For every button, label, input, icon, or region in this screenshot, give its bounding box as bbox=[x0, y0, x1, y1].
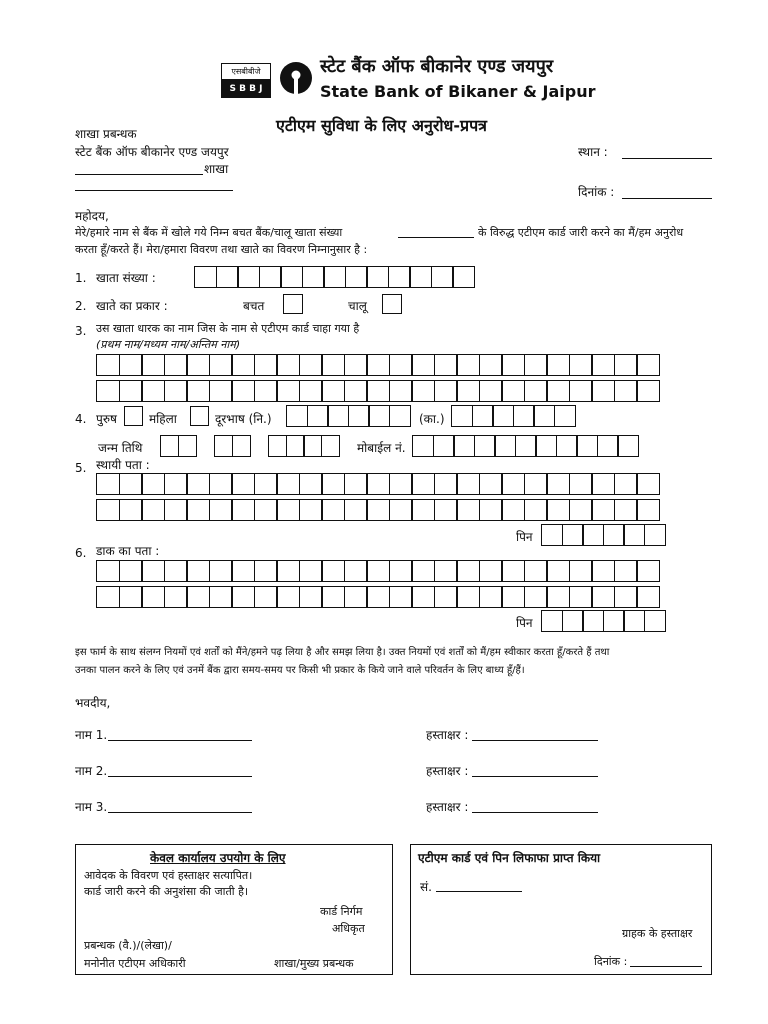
field3-label: उस खाता धारक का नाम जिस के नाम से एटीएम कार्ड चाहा गया है bbox=[96, 322, 360, 335]
field2-label: खाते का प्रकार : bbox=[96, 299, 168, 313]
char-box[interactable] bbox=[479, 499, 503, 521]
char-box[interactable] bbox=[321, 435, 340, 457]
char-box[interactable] bbox=[389, 560, 413, 582]
char-box[interactable] bbox=[231, 586, 255, 608]
office-use-line1: आवेदक के विवरण एवं हस्ताक्षर सत्यापित। bbox=[84, 869, 253, 882]
char-box[interactable] bbox=[524, 380, 548, 402]
char-box[interactable] bbox=[513, 405, 535, 427]
char-box[interactable] bbox=[164, 586, 188, 608]
char-box[interactable] bbox=[209, 586, 233, 608]
char-box[interactable] bbox=[546, 560, 570, 582]
char-box[interactable] bbox=[597, 435, 619, 457]
char-box[interactable] bbox=[366, 499, 390, 521]
char-box[interactable] bbox=[554, 405, 576, 427]
char-box[interactable] bbox=[254, 380, 278, 402]
office-use-line2: कार्ड जारी करने की अनुशंसा की जाती है। bbox=[84, 885, 249, 898]
field1-number: 1. bbox=[75, 271, 87, 285]
phone-residence-boxes[interactable] bbox=[286, 405, 411, 427]
char-box[interactable] bbox=[96, 473, 120, 495]
char-box[interactable] bbox=[603, 524, 625, 546]
char-box[interactable] bbox=[231, 473, 255, 495]
char-box[interactable] bbox=[299, 560, 323, 582]
char-box[interactable] bbox=[164, 473, 188, 495]
branch-name-line bbox=[75, 174, 203, 175]
name2-label: नाम 2. bbox=[75, 764, 108, 778]
char-box[interactable] bbox=[614, 354, 638, 376]
char-box[interactable] bbox=[141, 473, 165, 495]
dob-year-boxes[interactable] bbox=[268, 435, 340, 457]
char-box[interactable] bbox=[119, 560, 143, 582]
char-box[interactable] bbox=[569, 499, 593, 521]
char-box[interactable] bbox=[409, 266, 432, 288]
logo-badge-english: S B B J bbox=[222, 80, 270, 98]
char-box[interactable] bbox=[411, 586, 435, 608]
char-box[interactable] bbox=[388, 266, 411, 288]
char-box[interactable] bbox=[389, 586, 413, 608]
salutation: महोदय, bbox=[75, 209, 109, 223]
char-box[interactable] bbox=[344, 380, 368, 402]
char-box[interactable] bbox=[119, 354, 143, 376]
char-box[interactable] bbox=[237, 266, 260, 288]
char-box[interactable] bbox=[186, 380, 210, 402]
date-label: दिनांक : bbox=[578, 185, 615, 199]
char-box[interactable] bbox=[327, 405, 349, 427]
char-box[interactable] bbox=[231, 560, 255, 582]
office-phone-label: (का.) bbox=[419, 412, 445, 426]
phone-office-boxes[interactable] bbox=[451, 405, 576, 427]
char-box[interactable] bbox=[614, 473, 638, 495]
char-box[interactable] bbox=[501, 473, 525, 495]
char-box[interactable] bbox=[216, 266, 239, 288]
closing: भवदीय, bbox=[75, 696, 111, 710]
char-box[interactable] bbox=[389, 499, 413, 521]
char-box[interactable] bbox=[644, 610, 666, 632]
phone-label: दूरभाष (नि.) bbox=[215, 412, 272, 426]
sign2-label: हस्ताक्षर : bbox=[426, 764, 469, 778]
char-box[interactable] bbox=[474, 435, 496, 457]
char-box[interactable] bbox=[603, 610, 625, 632]
char-box[interactable] bbox=[119, 380, 143, 402]
name3-field[interactable] bbox=[108, 812, 252, 813]
place-label: स्थान : bbox=[578, 145, 608, 159]
char-box[interactable] bbox=[456, 499, 480, 521]
name-boxes-row2[interactable] bbox=[96, 380, 660, 402]
char-box[interactable] bbox=[96, 380, 120, 402]
char-box[interactable] bbox=[344, 473, 368, 495]
char-box[interactable] bbox=[456, 380, 480, 402]
char-box[interactable] bbox=[119, 499, 143, 521]
field3-number: 3. bbox=[75, 324, 87, 338]
logo-badge bbox=[221, 63, 271, 98]
address-extra-line bbox=[75, 190, 233, 191]
char-box[interactable] bbox=[614, 499, 638, 521]
savings-label: बचत bbox=[243, 299, 265, 313]
char-box[interactable] bbox=[546, 380, 570, 402]
logo-badge-hindi: एसबीबीजे bbox=[222, 64, 270, 80]
char-box[interactable] bbox=[636, 560, 660, 582]
name1-field[interactable] bbox=[108, 740, 252, 741]
char-box[interactable] bbox=[411, 499, 435, 521]
male-checkbox[interactable] bbox=[124, 406, 143, 426]
intro-line2: करता हूँ/करते हैं। मेरा/हमारा विवरण तथा खाते का विवरण निम्नानुसार है : bbox=[75, 243, 368, 256]
postal-pin-boxes[interactable] bbox=[541, 610, 666, 632]
office-use-title: केवल कार्यालय उपयोग के लिए bbox=[150, 851, 286, 865]
char-box[interactable] bbox=[614, 380, 638, 402]
current-checkbox[interactable] bbox=[382, 294, 402, 314]
char-box[interactable] bbox=[515, 435, 537, 457]
char-box[interactable] bbox=[280, 266, 303, 288]
char-box[interactable] bbox=[141, 380, 165, 402]
char-box[interactable] bbox=[366, 380, 390, 402]
char-box[interactable] bbox=[591, 586, 615, 608]
char-box[interactable] bbox=[321, 473, 345, 495]
char-box[interactable] bbox=[119, 473, 143, 495]
receipt-no-field[interactable] bbox=[436, 891, 522, 892]
char-box[interactable] bbox=[323, 266, 346, 288]
sign2-field[interactable] bbox=[472, 776, 598, 777]
receipt-no-label: सं. bbox=[420, 880, 432, 894]
char-box[interactable] bbox=[434, 586, 458, 608]
char-box[interactable] bbox=[546, 499, 570, 521]
field3-sub: (प्रथम नाम/मध्यम नाम/अन्तिम नाम) bbox=[96, 338, 241, 351]
char-box[interactable] bbox=[411, 560, 435, 582]
char-box[interactable] bbox=[614, 586, 638, 608]
char-box[interactable] bbox=[524, 473, 548, 495]
char-box[interactable] bbox=[344, 586, 368, 608]
char-box[interactable] bbox=[494, 435, 516, 457]
char-box[interactable] bbox=[368, 405, 390, 427]
char-box[interactable] bbox=[209, 354, 233, 376]
char-box[interactable] bbox=[524, 354, 548, 376]
char-box[interactable] bbox=[160, 435, 179, 457]
char-box[interactable] bbox=[501, 354, 525, 376]
char-box[interactable] bbox=[186, 354, 210, 376]
char-box[interactable] bbox=[366, 586, 390, 608]
char-box[interactable] bbox=[614, 560, 638, 582]
name-boxes-row1[interactable] bbox=[96, 354, 660, 376]
char-box[interactable] bbox=[479, 560, 503, 582]
char-box[interactable] bbox=[307, 405, 329, 427]
char-box[interactable] bbox=[254, 560, 278, 582]
char-box[interactable] bbox=[164, 354, 188, 376]
char-box[interactable] bbox=[231, 354, 255, 376]
char-box[interactable] bbox=[366, 266, 389, 288]
field5-number: 5. bbox=[75, 461, 87, 475]
char-box[interactable] bbox=[591, 354, 615, 376]
char-box[interactable] bbox=[411, 473, 435, 495]
char-box[interactable] bbox=[321, 380, 345, 402]
char-box[interactable] bbox=[254, 499, 278, 521]
char-box[interactable] bbox=[96, 586, 120, 608]
char-box[interactable] bbox=[524, 560, 548, 582]
char-box[interactable] bbox=[303, 435, 322, 457]
permanent-pin-label: पिन bbox=[516, 530, 533, 544]
char-box[interactable] bbox=[209, 560, 233, 582]
char-box[interactable] bbox=[344, 499, 368, 521]
char-box[interactable] bbox=[433, 435, 455, 457]
field5-label: स्थायी पता : bbox=[96, 458, 150, 472]
char-box[interactable] bbox=[254, 473, 278, 495]
receipt-date-field[interactable] bbox=[630, 966, 702, 967]
char-box[interactable] bbox=[636, 473, 660, 495]
char-box[interactable] bbox=[178, 435, 197, 457]
authorized-label: अधिकृत bbox=[332, 922, 365, 935]
char-box[interactable] bbox=[411, 380, 435, 402]
char-box[interactable] bbox=[344, 354, 368, 376]
char-box[interactable] bbox=[321, 560, 345, 582]
female-label: महिला bbox=[149, 412, 177, 426]
char-box[interactable] bbox=[501, 380, 525, 402]
char-box[interactable] bbox=[535, 435, 557, 457]
char-box[interactable] bbox=[302, 266, 325, 288]
receipt-title: एटीएम कार्ड एवं पिन लिफाफा प्राप्त किया bbox=[418, 851, 601, 865]
char-box[interactable] bbox=[366, 354, 390, 376]
char-box[interactable] bbox=[492, 405, 514, 427]
char-box[interactable] bbox=[276, 380, 300, 402]
sign1-label: हस्ताक्षर : bbox=[426, 728, 469, 742]
char-box[interactable] bbox=[546, 354, 570, 376]
char-box[interactable] bbox=[299, 473, 323, 495]
char-box[interactable] bbox=[546, 586, 570, 608]
char-box[interactable] bbox=[209, 473, 233, 495]
field4-number: 4. bbox=[75, 412, 87, 426]
char-box[interactable] bbox=[541, 610, 563, 632]
char-box[interactable] bbox=[591, 380, 615, 402]
char-box[interactable] bbox=[276, 499, 300, 521]
nominated-officer-label: मनोनीत एटीएम अधिकारी bbox=[84, 957, 186, 970]
postal-address-row2[interactable] bbox=[96, 586, 660, 608]
dob-label: जन्म तिथि bbox=[98, 441, 143, 455]
char-box[interactable] bbox=[479, 586, 503, 608]
char-box[interactable] bbox=[268, 435, 287, 457]
char-box[interactable] bbox=[479, 354, 503, 376]
char-box[interactable] bbox=[569, 560, 593, 582]
name3-label: नाम 3. bbox=[75, 800, 108, 814]
char-box[interactable] bbox=[524, 586, 548, 608]
char-box[interactable] bbox=[96, 354, 120, 376]
permanent-pin-boxes[interactable] bbox=[541, 524, 666, 546]
male-label: पुरुष bbox=[96, 412, 117, 426]
branch-manager-label: शाखा/मुख्य प्रबन्धक bbox=[274, 957, 354, 970]
permanent-address-row1[interactable] bbox=[96, 473, 660, 495]
char-box[interactable] bbox=[276, 354, 300, 376]
address-line1: शाखा प्रबन्धक bbox=[75, 127, 137, 141]
mobile-label: मोबाईल नं. bbox=[357, 441, 406, 455]
field1-label: खाता संख्या : bbox=[96, 271, 156, 285]
char-box[interactable] bbox=[562, 610, 584, 632]
char-box[interactable] bbox=[576, 435, 598, 457]
char-box[interactable] bbox=[541, 524, 563, 546]
char-box[interactable] bbox=[286, 435, 305, 457]
name2-field[interactable] bbox=[108, 776, 252, 777]
char-box[interactable] bbox=[344, 560, 368, 582]
char-box[interactable] bbox=[431, 266, 454, 288]
account-number-boxes[interactable] bbox=[194, 266, 475, 288]
current-label: चालू bbox=[348, 299, 367, 313]
customer-sign-label: ग्राहक के हस्ताक्षर bbox=[622, 927, 693, 940]
char-box[interactable] bbox=[451, 405, 473, 427]
bank-name-english: State Bank of Bikaner & Jaipur bbox=[320, 82, 596, 101]
char-box[interactable] bbox=[434, 380, 458, 402]
dob-month-boxes[interactable] bbox=[214, 435, 251, 457]
char-box[interactable] bbox=[434, 560, 458, 582]
char-box[interactable] bbox=[321, 586, 345, 608]
char-box[interactable] bbox=[434, 354, 458, 376]
char-box[interactable] bbox=[259, 266, 282, 288]
char-box[interactable] bbox=[119, 586, 143, 608]
char-box[interactable] bbox=[209, 499, 233, 521]
intro-part1: मेरे/हमारे नाम से बैंक में खोले गये निम्न बचत बैंक/चालू खाता संख्या bbox=[75, 226, 343, 239]
char-box[interactable] bbox=[209, 380, 233, 402]
char-box[interactable] bbox=[366, 473, 390, 495]
char-box[interactable] bbox=[569, 586, 593, 608]
char-box[interactable] bbox=[276, 473, 300, 495]
char-box[interactable] bbox=[546, 473, 570, 495]
address-line3: शाखा bbox=[204, 162, 229, 176]
char-box[interactable] bbox=[412, 435, 434, 457]
address-line2: स्टेट बैंक ऑफ बीकानेर एण्ड जयपुर bbox=[75, 145, 229, 159]
form-title: एटीएम सुविधा के लिए अनुरोध-प्रपत्र bbox=[276, 116, 488, 135]
char-box[interactable] bbox=[501, 560, 525, 582]
char-box[interactable] bbox=[348, 405, 370, 427]
char-box[interactable] bbox=[164, 560, 188, 582]
char-box[interactable] bbox=[186, 560, 210, 582]
char-box[interactable] bbox=[636, 586, 660, 608]
char-box[interactable] bbox=[472, 405, 494, 427]
char-box[interactable] bbox=[623, 524, 645, 546]
char-box[interactable] bbox=[562, 524, 584, 546]
char-box[interactable] bbox=[456, 560, 480, 582]
char-box[interactable] bbox=[231, 380, 255, 402]
char-box[interactable] bbox=[569, 354, 593, 376]
date-field[interactable] bbox=[622, 198, 712, 199]
char-box[interactable] bbox=[276, 586, 300, 608]
char-box[interactable] bbox=[96, 499, 120, 521]
char-box[interactable] bbox=[452, 266, 475, 288]
char-box[interactable] bbox=[321, 499, 345, 521]
char-box[interactable] bbox=[194, 266, 217, 288]
char-box[interactable] bbox=[96, 560, 120, 582]
char-box[interactable] bbox=[299, 354, 323, 376]
char-box[interactable] bbox=[591, 560, 615, 582]
char-box[interactable] bbox=[366, 560, 390, 582]
savings-checkbox[interactable] bbox=[283, 294, 303, 314]
sbi-keyhole-logo bbox=[278, 60, 314, 96]
char-box[interactable] bbox=[164, 499, 188, 521]
char-box[interactable] bbox=[299, 499, 323, 521]
char-box[interactable] bbox=[636, 499, 660, 521]
char-box[interactable] bbox=[232, 435, 251, 457]
field6-number: 6. bbox=[75, 546, 87, 560]
char-box[interactable] bbox=[299, 380, 323, 402]
char-box[interactable] bbox=[623, 610, 645, 632]
field6-label: डाक का पता : bbox=[96, 544, 160, 558]
char-box[interactable] bbox=[434, 473, 458, 495]
char-box[interactable] bbox=[636, 380, 660, 402]
char-box[interactable] bbox=[186, 473, 210, 495]
receipt-date-label: दिनांक : bbox=[594, 955, 628, 968]
char-box[interactable] bbox=[569, 473, 593, 495]
name1-label: नाम 1. bbox=[75, 728, 108, 742]
postal-address-row1[interactable] bbox=[96, 560, 660, 582]
char-box[interactable] bbox=[299, 586, 323, 608]
char-box[interactable] bbox=[591, 499, 615, 521]
char-box[interactable] bbox=[345, 266, 368, 288]
char-box[interactable] bbox=[411, 354, 435, 376]
char-box[interactable] bbox=[141, 586, 165, 608]
char-box[interactable] bbox=[636, 354, 660, 376]
char-box[interactable] bbox=[501, 586, 525, 608]
dob-day-boxes[interactable] bbox=[160, 435, 197, 457]
account-number-inline-field[interactable] bbox=[398, 237, 474, 238]
intro-part2: के विरुद्ध एटीएम कार्ड जारी करने का मैं/हम अनुरोध bbox=[478, 226, 684, 239]
declaration-line1: इस फार्म के साथ संलग्न नियमों एवं शर्तों को मैंने/हमने पढ़ लिया है और समझ लिया है। उक्त नियमों एवं शर्तों को मैं/हम स्वीकार करता हूँ/करते हैं तथा bbox=[75, 647, 610, 658]
char-box[interactable] bbox=[569, 380, 593, 402]
char-box[interactable] bbox=[164, 380, 188, 402]
char-box[interactable] bbox=[524, 499, 548, 521]
char-box[interactable] bbox=[286, 405, 308, 427]
char-box[interactable] bbox=[254, 354, 278, 376]
char-box[interactable] bbox=[389, 380, 413, 402]
char-box[interactable] bbox=[479, 380, 503, 402]
char-box[interactable] bbox=[556, 435, 578, 457]
mobile-boxes[interactable] bbox=[412, 435, 639, 457]
card-issue-label: कार्ड निर्गम bbox=[320, 905, 363, 918]
char-box[interactable] bbox=[453, 435, 475, 457]
char-box[interactable] bbox=[533, 405, 555, 427]
postal-pin-label: पिन bbox=[516, 616, 533, 630]
char-box[interactable] bbox=[434, 499, 458, 521]
char-box[interactable] bbox=[254, 586, 278, 608]
char-box[interactable] bbox=[276, 560, 300, 582]
char-box[interactable] bbox=[501, 499, 525, 521]
char-box[interactable] bbox=[321, 354, 345, 376]
char-box[interactable] bbox=[389, 354, 413, 376]
place-field[interactable] bbox=[622, 158, 712, 159]
permanent-address-row2[interactable] bbox=[96, 499, 660, 521]
char-box[interactable] bbox=[456, 473, 480, 495]
field2-number: 2. bbox=[75, 299, 87, 313]
char-box[interactable] bbox=[214, 435, 233, 457]
manager-label: प्रबन्धक (वै.)/(लेखा)/ bbox=[84, 939, 172, 952]
char-box[interactable] bbox=[456, 586, 480, 608]
female-checkbox[interactable] bbox=[190, 406, 209, 426]
declaration-line2: उनका पालन करने के लिए एवं उनमें बैंक द्वारा समय-समय पर किसी भी प्रकार के किये जाने वाले परिवर्तन के लिए बाध्य हूँ/हैं। bbox=[75, 665, 525, 676]
char-box[interactable] bbox=[231, 499, 255, 521]
char-box[interactable] bbox=[389, 473, 413, 495]
char-box[interactable] bbox=[186, 499, 210, 521]
char-box[interactable] bbox=[582, 524, 604, 546]
sign3-label: हस्ताक्षर : bbox=[426, 800, 469, 814]
char-box[interactable] bbox=[617, 435, 639, 457]
char-box[interactable] bbox=[582, 610, 604, 632]
sign3-field[interactable] bbox=[472, 812, 598, 813]
char-box[interactable] bbox=[591, 473, 615, 495]
char-box[interactable] bbox=[644, 524, 666, 546]
sign1-field[interactable] bbox=[472, 740, 598, 741]
char-box[interactable] bbox=[389, 405, 411, 427]
char-box[interactable] bbox=[456, 354, 480, 376]
char-box[interactable] bbox=[141, 354, 165, 376]
char-box[interactable] bbox=[479, 473, 503, 495]
char-box[interactable] bbox=[141, 560, 165, 582]
char-box[interactable] bbox=[141, 499, 165, 521]
bank-name-hindi: स्टेट बैंक ऑफ बीकानेर एण्ड जयपुर bbox=[320, 56, 554, 77]
char-box[interactable] bbox=[186, 586, 210, 608]
